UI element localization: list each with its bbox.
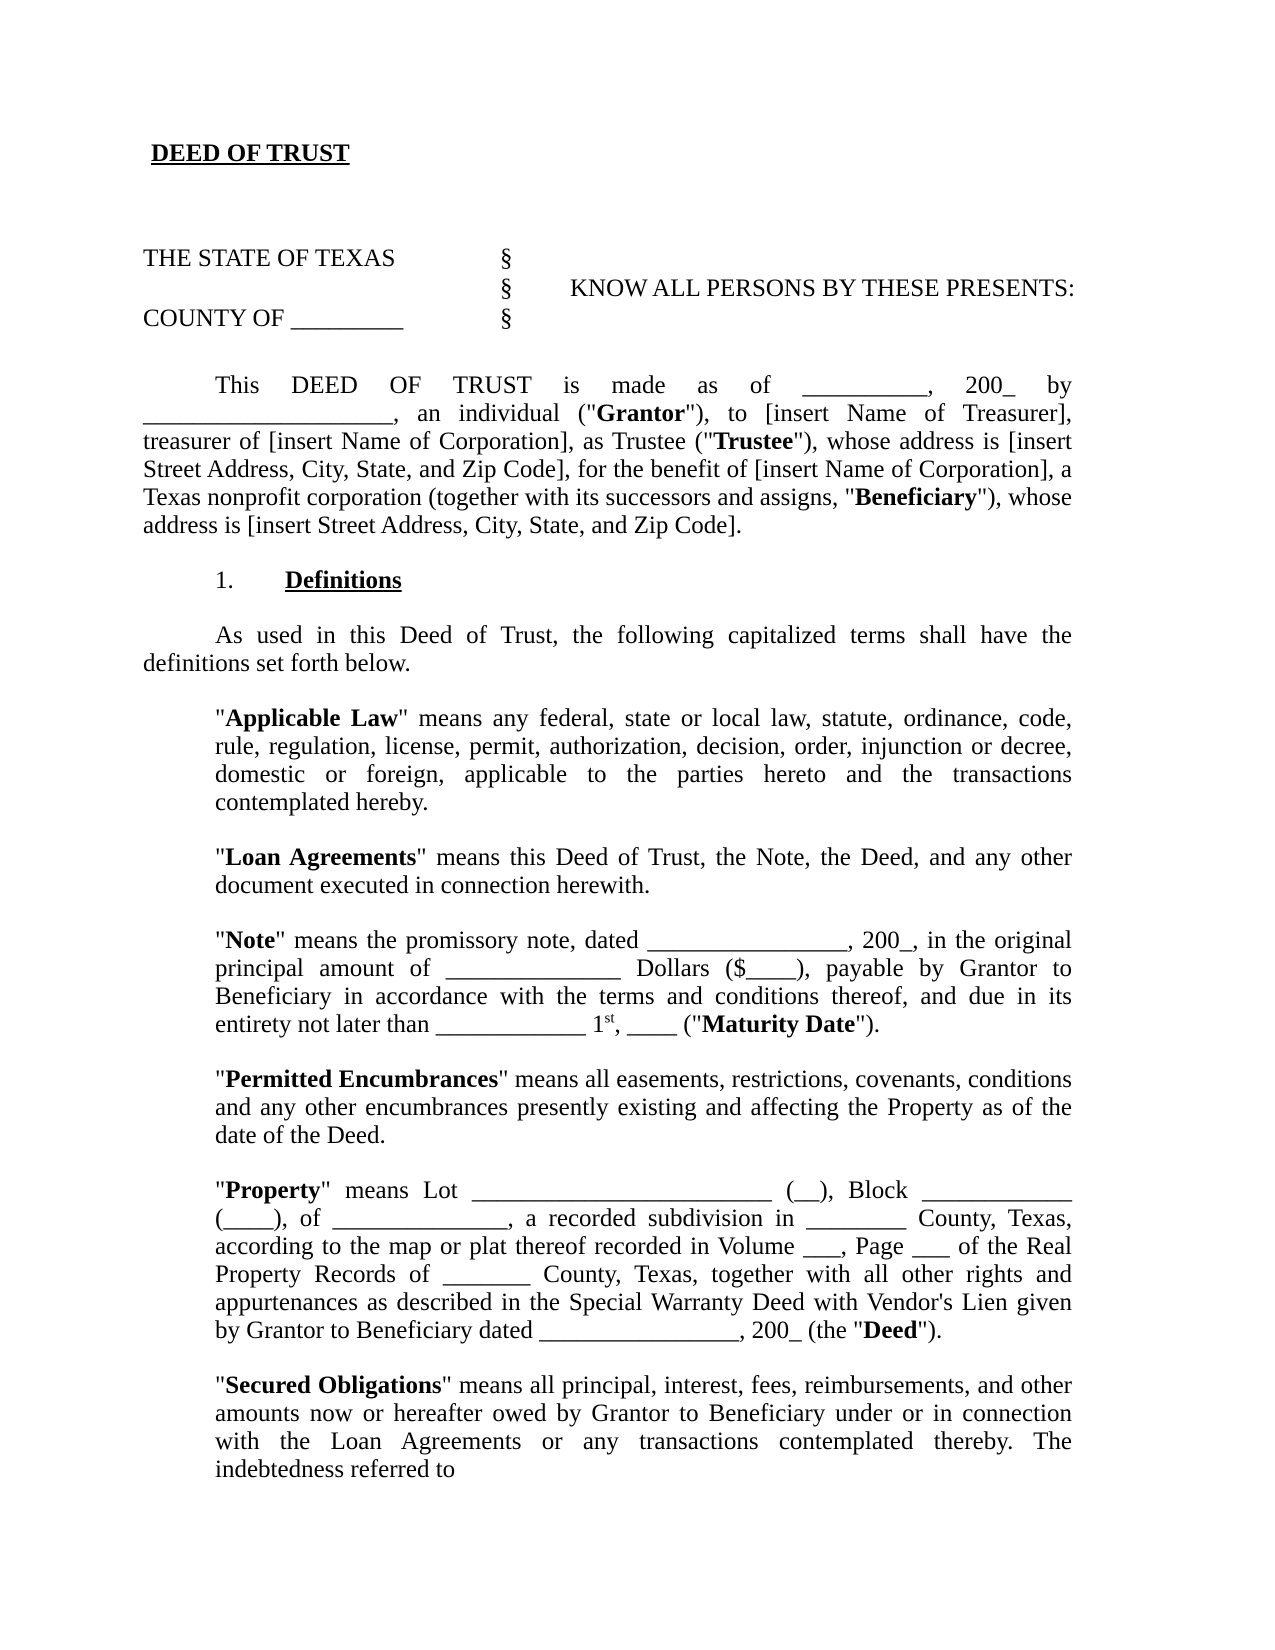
county-label-blank: COUNTY OF _________ (143, 305, 404, 332)
jurisdiction-row-presents (143, 274, 1075, 304)
section-1-number: 1. (215, 567, 234, 594)
jurisdiction-block (143, 244, 1075, 334)
definition-note: "Note" means the promissory note, dated ________________, 200_, in the original principal amount of ______________ Dollars ($____), payable by Grantor to Beneficiary in accordance with the terms and conditions thereof, and due in its entirety not later than ____________ 1st, ____ ("Maturity Date"). (215, 927, 1072, 1038)
section-symbol: § (500, 305, 513, 332)
document-title: DEED OF TRUST (151, 140, 350, 167)
definition-secured-obligations: "Secured Obligations" means all principal, interest, fees, reimbursements, and other amounts now or hereafter owed by Grantor to Beneficiary under or in connection with the Loan Agreements or any transactions contemplated thereby. The indebtedness referred to (215, 1372, 1072, 1483)
section-1-heading (215, 567, 1072, 595)
definition-permitted-encumbrances: "Permitted Encumbrances" means all easements, restrictions, covenants, conditions and any other encumbrances presently existing and affecting the Property as of the date of the Deed. (215, 1066, 1072, 1149)
definition-loan-agreements: "Loan Agreements" means this Deed of Trust, the Note, the Deed, and any other document executed in connection herewith. (215, 844, 1072, 899)
definition-property: "Property" means Lot ________________________ (__), Block ____________ (____), of ______________, a recorded subdivision in ________ County, Texas, according to the map or plat thereof recorded in Volume ___, Page ___ of the Real Property Records of _______ County, Texas, together with all other rights and appurtenances as described in the Special Warranty Deed with Vendor's Lien given by Grantor to Beneficiary dated ________________, 200_ (the "Deed"). (215, 1177, 1072, 1344)
intro-paragraph: This DEED OF TRUST is made as of __________, 200_ by ____________________, an individual ("Grantor"), to [insert Name of Treasurer], treasurer of [insert Name of Corporation], as Trustee ("Trustee"), whose address is [insert Street Address, City, State, and Zip Code], for the benefit of [insert Name of Corporation], a Texas nonprofit corporation (together with its successors and assigns, "Beneficiary"), whose address is [insert Street Address, City, State, and Zip Code]. (143, 372, 1072, 539)
definition-applicable-law: "Applicable Law" means any federal, state or local law, statute, ordinance, code, rule, regulation, license, permit, authorization, decision, order, injunction or decree, domestic or foreign, applicable to the parties hereto and the transactions contemplated hereby. (215, 705, 1072, 816)
section-symbol: § (500, 275, 513, 302)
presents-statement: KNOW ALL PERSONS BY THESE PRESENTS: (570, 275, 1075, 302)
section-1-title: Definitions (285, 567, 402, 594)
jurisdiction-right-spacer (570, 244, 1072, 274)
jurisdiction-row-state (143, 244, 1072, 274)
definitions-lead-in-paragraph: As used in this Deed of Trust, the following capitalized terms shall have the definitions set forth below. (143, 622, 1072, 677)
jurisdiction-right-spacer (570, 304, 1072, 334)
jurisdiction-row-county (143, 304, 1072, 334)
jurisdiction-left-spacer (143, 274, 500, 304)
state-label: THE STATE OF TEXAS (143, 245, 396, 272)
section-symbol: § (500, 245, 513, 272)
